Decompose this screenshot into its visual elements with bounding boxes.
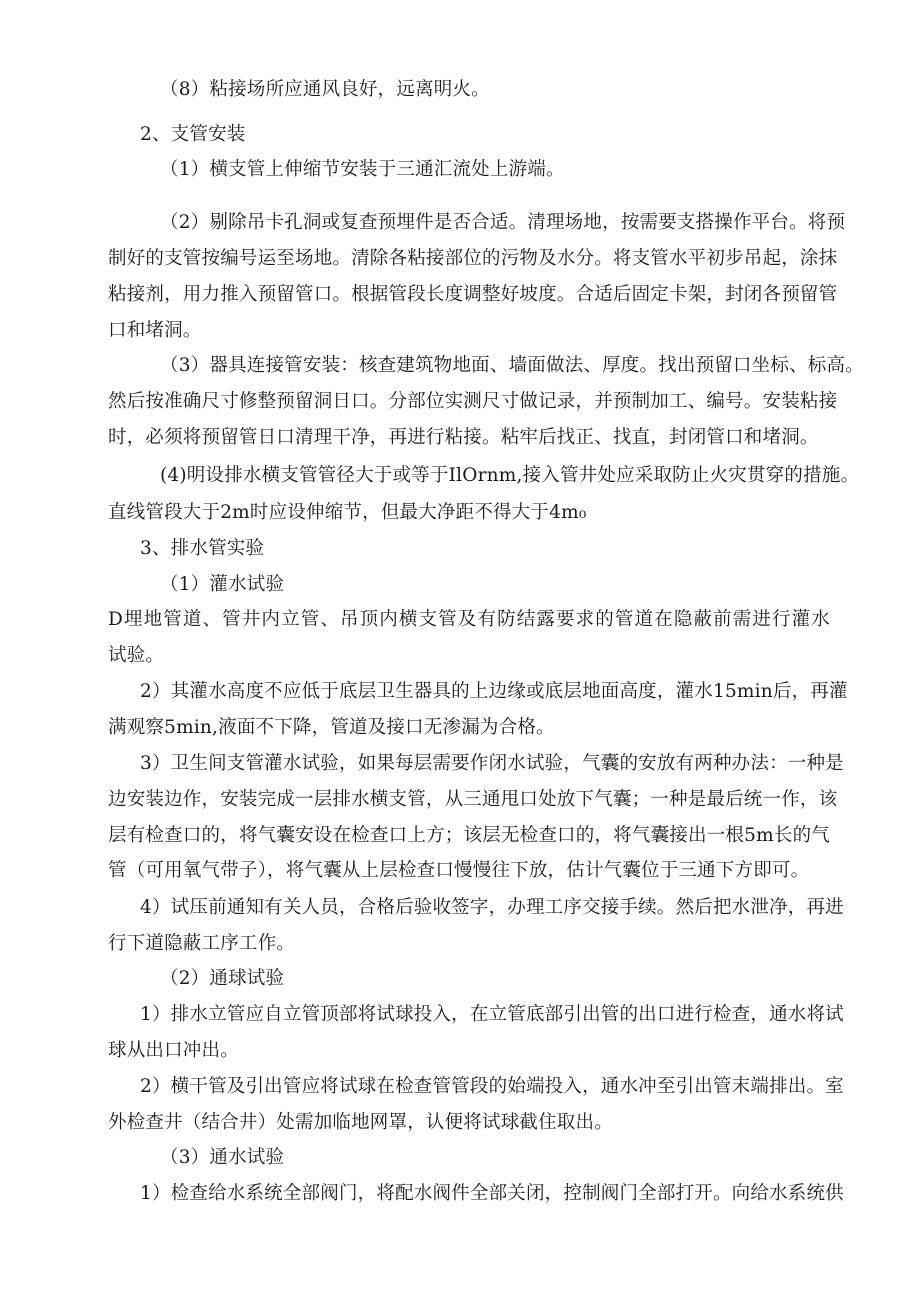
paragraph-line: 满观察5min,液面不下降，管道及接口无渗漏为合格。 <box>108 717 555 738</box>
paragraph-line: （3）器具连接管安装：核查建筑物地面、墙面做法、厚度。找出预留口坐标、标高。 <box>160 355 864 376</box>
paragraph-line: 试验。 <box>108 645 165 666</box>
section-heading: 2、支管安装 <box>140 124 246 145</box>
paragraph-line: （1）灌水试验 <box>160 574 285 595</box>
paragraph-line: 口和堵洞。 <box>108 320 202 341</box>
paragraph-line: (4)明设排水横支管管径大于或等于IlOrnm,接入管井处应采取防止火灾贯穿的措施。 <box>160 465 860 486</box>
paragraph-line: 然后按准确尺寸修整预留洞日口。分部位实测尺寸做记录，并预制加工、编号。安装粘接 <box>108 391 838 412</box>
paragraph-line: 时，必须将预留管日口清理干净，再进行粘接。粘牢后找正、找直，封闭管口和堵洞。 <box>108 427 819 448</box>
paragraph-line: 粘接剂，用力推入预留管口。根据管段长度调整好坡度。合适后固定卡架，封闭各预留管 <box>108 284 838 305</box>
paragraph-line: D埋地管道、管井内立管、吊顶内横支管及有防结露要求的管道在隐蔽前需进行灌水 <box>108 609 830 630</box>
paragraph-line: 2）横干管及引出管应将试球在检查管管段的始端投入，通水冲至引出管末端排出。室 <box>140 1076 844 1097</box>
paragraph-line: 2）其灌水高度不应低于底层卫生器具的上边缘或底层地面高度，灌水15min后，再灌 <box>140 681 848 702</box>
paragraph-line: 管（可用氧气带子），将气囊从上层检查口慢慢往下放，估计气囊位于三通下方即可。 <box>108 860 810 881</box>
paragraph-line: （2）通球试验 <box>160 968 285 989</box>
paragraph-line: （1）横支管上伸缩节安装于三通汇流处上游端。 <box>160 159 565 180</box>
section-heading: 3、排水管实验 <box>140 538 265 559</box>
paragraph-line: 4）试压前通知有关人员，合格后验收签字，办理工序交接手续。然后把水泄净，再进 <box>140 897 844 918</box>
paragraph-line: 制好的支管按编号运至场地。清除各粘接部位的污物及水分。将支管水平初步吊起，涂抹 <box>108 248 838 269</box>
paragraph-line: 层有检查口的，将气囊安设在检查口上方；该层无检查口的，将气囊接出一根5m长的气 <box>108 825 830 846</box>
paragraph-line: 1）排水立管应自立管顶部将试球投入，在立管底部引出管的出口进行检查，通水将试 <box>140 1004 844 1025</box>
paragraph-line: （2）剔除吊卡孔洞或复查预埋件是否合适。清理场地，按需要支搭操作平台。将预 <box>160 212 846 233</box>
paragraph-line: 球从出口冲出。 <box>108 1040 239 1061</box>
paragraph-line: 边安装边作，安装完成一层排水横支管，从三通甩口处放下气囊；一种是最后统一作，该 <box>108 789 838 810</box>
paragraph-line: 3）卫生间支管灌水试验，如果每层需要作闭水试验，气囊的安放有两种办法：一种是 <box>140 753 844 774</box>
paragraph-line: （8）粘接场所应通风良好，远离明火。 <box>160 79 490 100</box>
paragraph-line: 外检查井（结合井）处需加临地网罩，认便将试球截住取出。 <box>108 1112 613 1133</box>
paragraph-line: 行下道隐蔽工序工作。 <box>108 933 296 954</box>
paragraph-line: 1）检查给水系统全部阀门，将配水阀件全部关闭，控制阀门全部打开。向给水系统供 <box>140 1183 844 1204</box>
paragraph-line: （3）通水试验 <box>160 1147 285 1168</box>
paragraph-line: 直线管段大于2m时应设伸缩节，但最大净距不得大于4m₀ <box>108 502 587 523</box>
